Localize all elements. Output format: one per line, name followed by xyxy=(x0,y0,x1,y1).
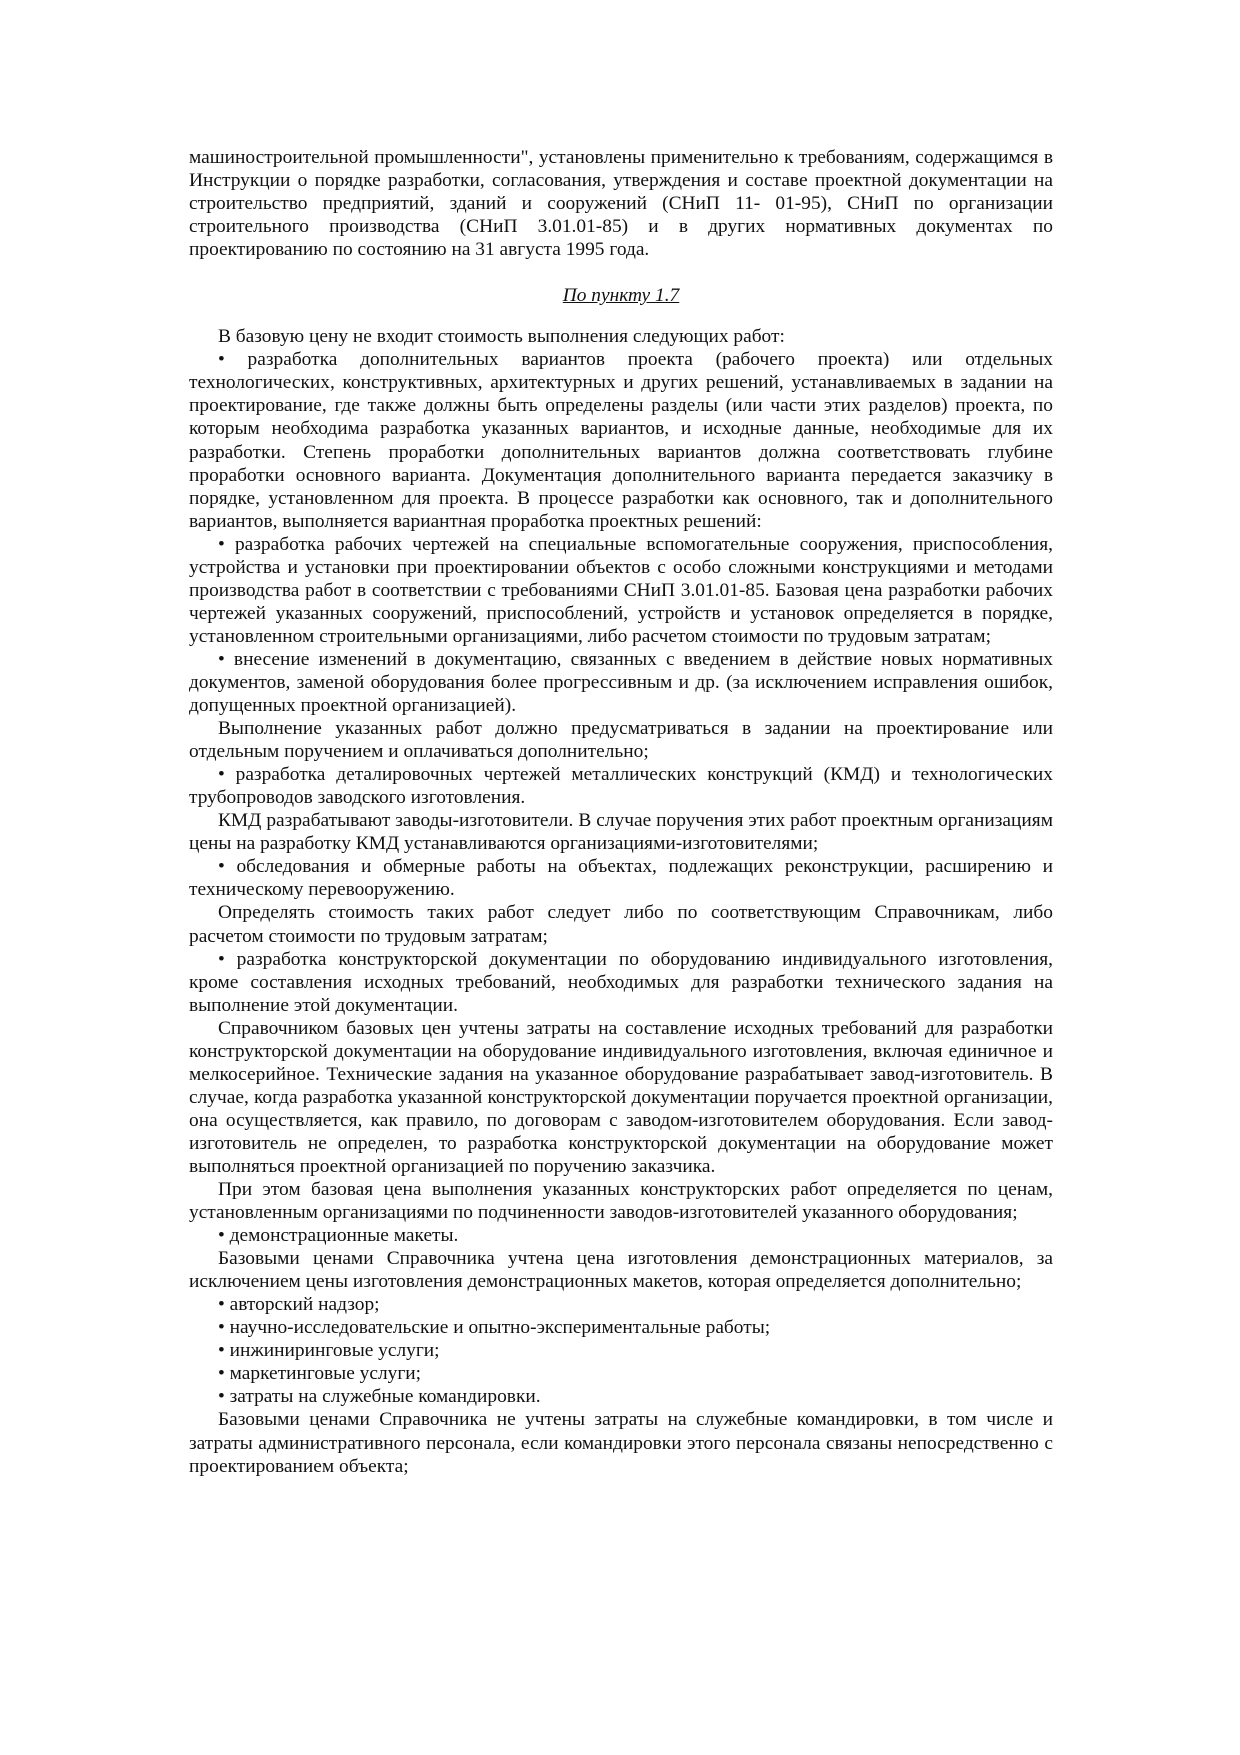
bullet-paragraph: • обследования и обмерные работы на объектах, подлежащих реконструкции, расширению и техническому перевооружению. xyxy=(189,856,1053,901)
bullet-paragraph: • разработка деталировочных чертежей металлических конструкций (КМД) и технологических трубопроводов заводского изготовления. xyxy=(189,764,1053,809)
bullet-paragraph: • научно-исследовательские и опытно-экспериментальные работы; xyxy=(218,1317,771,1339)
paragraph: Базовыми ценами Справочника не учтены затраты на служебные командировки, в том числе и затраты административного персонала, если командировки этого персонала связаны непосредственно с проектированием объекта; xyxy=(189,1409,1053,1477)
paragraph: Базовыми ценами Справочника учтена цена изготовления демонстрационных материалов, за исключением цены изготовления демонстрационных макетов, которая определяется дополнительно; xyxy=(189,1248,1053,1293)
bullet-paragraph: • внесение изменений в документацию, связанных с введением в действие новых нормативных документов, заменой оборудования более прогрессивным и др. (за исключением исправления ошибок, допущенных проектной организацией). xyxy=(189,648,1053,717)
section-heading-text: По пункту 1.7 xyxy=(562,285,680,307)
bullet-paragraph: • авторский надзор; xyxy=(218,1294,380,1316)
paragraph: Определять стоимость таких работ следует либо по соответствующим Справочникам, либо расчетом стоимости по трудовым затратам; xyxy=(189,902,1053,947)
paragraph: Справочником базовых цен учтены затраты на составление исходных требований для разработки конструкторской документации на оборудование индивидуального изготовления, включая единичное и мелкосерийное. Технические задания на указанное оборудование разрабатывает завод-изготовитель. В случае, когда разработка указанной конструкторской документации поручается проектной организации, она осуществляется, как правило, по договорам с заводом-изготовителем оборудования. Если завод-изготовитель не определен, то разработка конструкторской документации на оборудование может выполняться проектной организацией по поручению заказчика. xyxy=(189,1017,1053,1177)
bullet-paragraph: • разработка рабочих чертежей на специальные вспомогательные сооружения, приспособления, устройства и установки при проектировании объектов с особо сложными конструкциями и методами производства работ в соответствии с требованиями СНиП 3.01.01-85. Базовая цена разработки рабочих чертежей указанных сооружений, приспособлений, устройств и установок определяется в порядке, установленном строительными организациями, либо расчетом стоимости по трудовым затратам; xyxy=(189,533,1053,647)
document-page xyxy=(189,146,1053,1478)
opening-paragraph: машиностроительной промышленности", установлены применительно к требованиям, содержащимся в Инструкции о порядке разработки, согласования, утверждения и составе проектной документации на строительство предприятий, зданий и сооружений (СНиП 11- 01-95), СНиП по организации строительного производства (СНиП 3.01.01-85) и в других нормативных документах по проектированию по состоянию на 31 августа 1995 года. xyxy=(189,147,1053,261)
bullet-paragraph: • демонстрационные макеты. xyxy=(218,1225,459,1247)
paragraph: В базовую цену не входит стоимость выполнения следующих работ: xyxy=(218,326,785,348)
bullet-paragraph: • затраты на служебные командировки. xyxy=(218,1386,541,1408)
bullet-paragraph: • инжиниринговые услуги; xyxy=(218,1340,440,1362)
section-heading xyxy=(189,284,1053,307)
paragraph: КМД разрабатывают заводы-изготовители. В случае поручения этих работ проектным организациям цены на разработку КМД устанавливаются организациями-изготовителями; xyxy=(189,810,1053,855)
bullet-paragraph: • разработка конструкторской документации по оборудованию индивидуального изготовления, кроме составления исходных требований, необходимых для разработки технического задания на выполнение этой документации. xyxy=(189,948,1053,1016)
bullet-paragraph: • разработка дополнительных вариантов проекта (рабочего проекта) или отдельных технологических, конструктивных, архитектурных и других решений, устанавливаемых в задании на проектирование, где также должны быть определены разделы (или части этих разделов) проекта, по которым необходима разработка указанных вариантов, и исходные данные, необходимые для их разработки. Степень проработки дополнительных вариантов должна соответствовать глубине проработки основного варианта. Документация дополнительного варианта передается заказчику в порядке, установленном для проекта. В процессе разработки как основного, так и дополнительного вариантов, выполняется вариантная проработка проектных решений: xyxy=(189,349,1053,532)
paragraph: Выполнение указанных работ должно предусматриваться в задании на проектирование или отдельным поручением и оплачиваться дополнительно; xyxy=(189,718,1053,763)
bullet-paragraph: • маркетинговые услуги; xyxy=(218,1363,422,1385)
paragraph: При этом базовая цена выполнения указанных конструкторских работ определяется по ценам, установленным организациями по подчиненности заводов-изготовителей указанного оборудования; xyxy=(189,1179,1053,1224)
